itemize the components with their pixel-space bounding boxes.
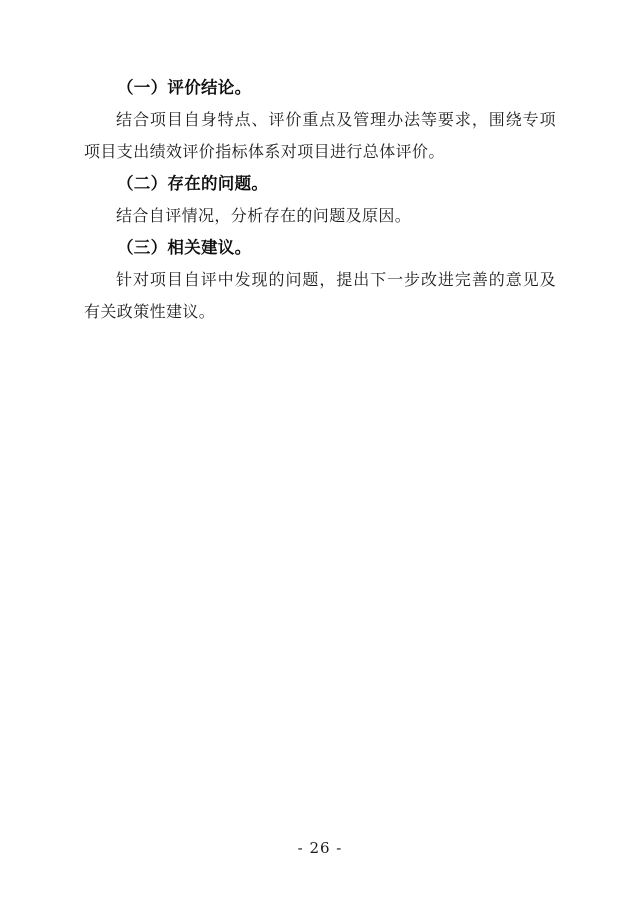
section-heading-1: （一）评价结论。 bbox=[117, 78, 252, 97]
section-block-1 bbox=[84, 72, 556, 168]
page-footer bbox=[0, 839, 640, 857]
document-body bbox=[84, 72, 556, 328]
section-heading-3: （三）相关建议。 bbox=[117, 238, 252, 257]
section-block-3 bbox=[84, 232, 556, 328]
section-block-2 bbox=[84, 168, 556, 232]
page-number: - 26 - bbox=[297, 839, 343, 857]
section-paragraph-2: 结合自评情况，分析存在的问题及原因。 bbox=[116, 206, 412, 225]
section-heading-2: （二）存在的问题。 bbox=[117, 174, 269, 193]
section-paragraph-1: 结合项目自身特点、评价重点及管理办法等要求，围绕专项项目支出绩效评价指标体系对项目进行总体评价。 bbox=[84, 110, 556, 161]
section-paragraph-3: 针对项目自评中发现的问题，提出下一步改进完善的意见及有关政策性建议。 bbox=[84, 270, 556, 321]
